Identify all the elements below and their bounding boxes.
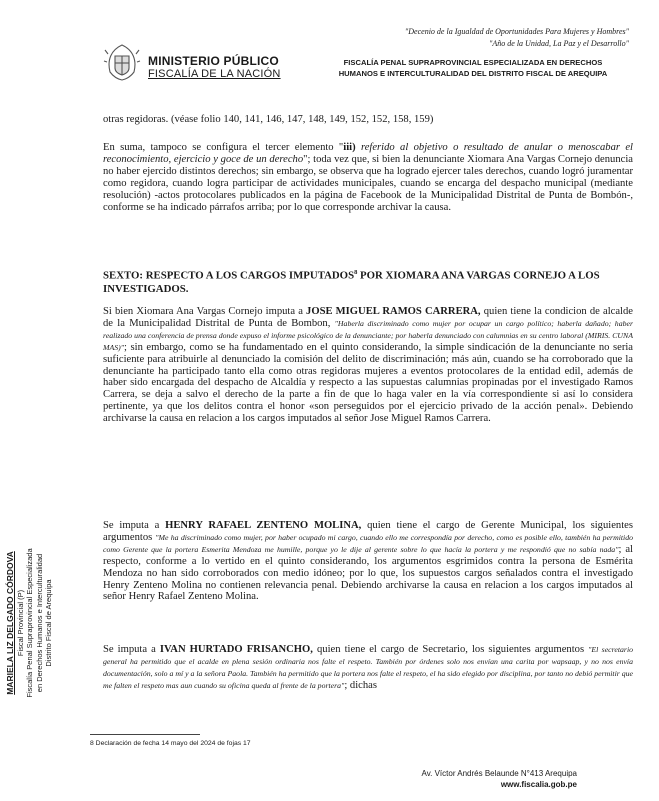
- footer-website: www.fiscalia.gob.pe: [500, 780, 577, 789]
- paragraph-3: [103, 306, 633, 425]
- ministry-name: MINISTERIO PÚBLICO: [148, 54, 279, 68]
- section-heading-b: POR XIOMARA ANA VARGAS CORNEJO A LOS INVESTIGADOS.: [103, 269, 600, 295]
- office-line-2: HUMANOS E INTERCULTURALIDAD DEL DISTRITO FISCAL DE AREQUIPA: [338, 69, 608, 78]
- decree-line-2: "Año de la Unidad, La Paz y el Desarrollo": [489, 39, 629, 48]
- section-heading-sexto: [103, 266, 631, 296]
- p4-text-b: quien tiene el cargo de Gerente Municipal, los siguientes argumentos: [103, 520, 633, 543]
- office-title: [312, 57, 634, 79]
- stamp-line-4: Distrito Fiscal de Arequipa: [44, 579, 53, 667]
- p4-text-a: Se imputa a: [103, 520, 166, 531]
- header-decrees: [405, 26, 629, 50]
- p2-text-a: En suma, tampoco se configura el tercer elemento ": [103, 142, 344, 153]
- paragraph-2: [103, 142, 633, 213]
- p3-text-b: quien tiene la condicion de alcalde de la Municipalidad Distrital de Punta de Bombon,: [103, 306, 633, 329]
- p4-accused-name: HENRY RAFAEL ZENTENO MOLINA,: [165, 520, 362, 531]
- p3-accused-name: JOSE MIGUEL RAMOS CARRERA,: [306, 306, 481, 317]
- p2-element-iii: iii): [343, 142, 356, 153]
- stamp-line-3: en Derechos Humanos e Interculturalidad: [34, 553, 44, 693]
- p5-text-a: Se imputa a: [103, 644, 160, 655]
- p5-text-b: quien tiene el cargo de Secretario, los siguientes argumentos: [312, 644, 589, 655]
- footer-address: Av. Víctor Andrés Belaunde N°413 Arequipa: [421, 769, 577, 778]
- footnote: 8 Declaración de fecha 14 mayo del 2024 de fojas 17: [90, 740, 251, 747]
- p2-quote: referido al objetivo o resultado de anular o menoscabar el reconocimiento, ejercicio y goce de un derecho: [103, 142, 633, 165]
- section-heading-a: SEXTO: RESPECTO A LOS CARGOS IMPUTADOS: [103, 269, 355, 282]
- p4-text-c: ; al respecto, conforme a lo vertido en el quinto considerando, los argumentos esgrimidos contra la persona de Esmérita Mendoza no han sido corroborados con medio idóneo; por lo que, los supuestos cargos señalados contra el investigado Henry Zenteno Molina no contienen relevancia penal. Debiendo archivarse la causa en relacion a los cargos imputados al señor Henry Rafael Zenteno Molina.: [103, 543, 633, 603]
- footnote-divider: [90, 734, 200, 735]
- paragraph-5: [103, 644, 633, 692]
- p5-quote: "El secretario general ha permitido que el acalde en plena sesión ordinaria nos falte el respeto. También por órdenes solo nos envían una carita por wapsaap, y no nos envía documentación, solo a mí y a la señora Paola. También ha permitido que la portera nos falte el respeto, el ha sido elegido por disciplina, por tanto no debió permitir que me falten el respeto mas aun cuando su oficina queda al frente de la portera": [103, 645, 634, 690]
- p2-text-d: "; toda vez que, si bien la denunciante Xiomara Ana Vargas Cornejo denuncia no haber ejercido distintos derechos; sin embargo, se observa que ha logrado ejercer tales derechos, cuando logró juramentar como regidora, cuando logra participar de actividades municipales, cuando se encarga del despacho municipal (mediante resolución) -actos protocolares publicados en la página de Facebook de la Municipalidad Distrital de Punta de Bombón-, conforme se ha indicado párrafos arriba; por lo que corresponde archivar la causa.: [103, 153, 633, 213]
- p5-text-c: ; dichas: [344, 679, 377, 691]
- p3-text-a: Si bien Xiomara Ana Vargas Cornejo imputa a: [103, 306, 307, 317]
- p3-text-c: ; sin embargo, como se ha fundamentado en el quinto considerando, la simple sindicación de la denunciante no seria suficiente para atribuirle al denunciado la comisión del delito de discriminación; más aún, cuando se ha corroborado que la denunciante ha participado tanto ella como otras regidoras mujeres a eventos protocolares de la entidad edil, además de haber sido encargada del despacho de Alcaldía y respecto a las supuestas calumnias propinadas por el investigado Ramos Carrera, se deja a salvo el derecho de la parte a fin de que lo haga valer en la vía correspondiente si así lo considera pertinente, ya que los delitos contra el honor «son perseguidos por el ejercicio privado de la acción penal». Debiendo archivarse la causa en relacion a los cargos imputados al señor Jose Miguel Ramos Carrera.: [103, 341, 633, 425]
- p3-quote: "Haberla discriminado como mujer por ocupar un cargo político; haberla dañado; haber realizado una conferencia de prensa donde expuso el informe psicológico de la denunciante; por haberla denunciado con calumnias en su centro laboral (MIRIS. CUNA MAS)": [103, 318, 633, 352]
- p4-quote: "Me ha discriminado como mujer, por haber ocupado mi cargo, cuando ello me correspondía por derecho, como es posible ello, también ha permitido como Gerente que la portera Esmerita Mendoza me humille, porque yo le dije al gerente sobre lo que hacía la portera y me respondió que no sabía nada": [103, 532, 633, 554]
- coat-of-arms-logo: [103, 42, 141, 82]
- footnote-ref: 8: [354, 269, 358, 276]
- ministry-title: [148, 55, 281, 81]
- stamp-name: MARIELA LIZ DELGADO CÓRDOVA: [5, 551, 15, 695]
- paragraph-4: [103, 520, 633, 603]
- decree-line-1: "Decenio de la Igualdad de Oportunidades Para Mujeres y Hombres": [404, 27, 629, 36]
- paragraph-1-text: otras regidoras. (véase folio 140, 141, 146, 147, 148, 149, 152, 152, 158, 159): [103, 114, 434, 125]
- paragraph-1: [103, 114, 633, 126]
- p5-accused-name: IVAN HURTADO FRISANCHO,: [159, 644, 313, 655]
- stamp-line-2: Fiscalía Penal Supraprovincial Especializada: [25, 548, 34, 698]
- ministry-subtitle: FISCALÍA DE LA NACIÓN: [148, 68, 281, 80]
- stamp-line-1: Fiscal Provincial (P): [15, 589, 25, 657]
- page-footer: [422, 768, 577, 790]
- office-line-1: FISCALÍA PENAL SUPRAPROVINCIAL ESPECIALIZADA EN DERECHOS: [343, 58, 603, 67]
- signature-stamp: [6, 538, 72, 708]
